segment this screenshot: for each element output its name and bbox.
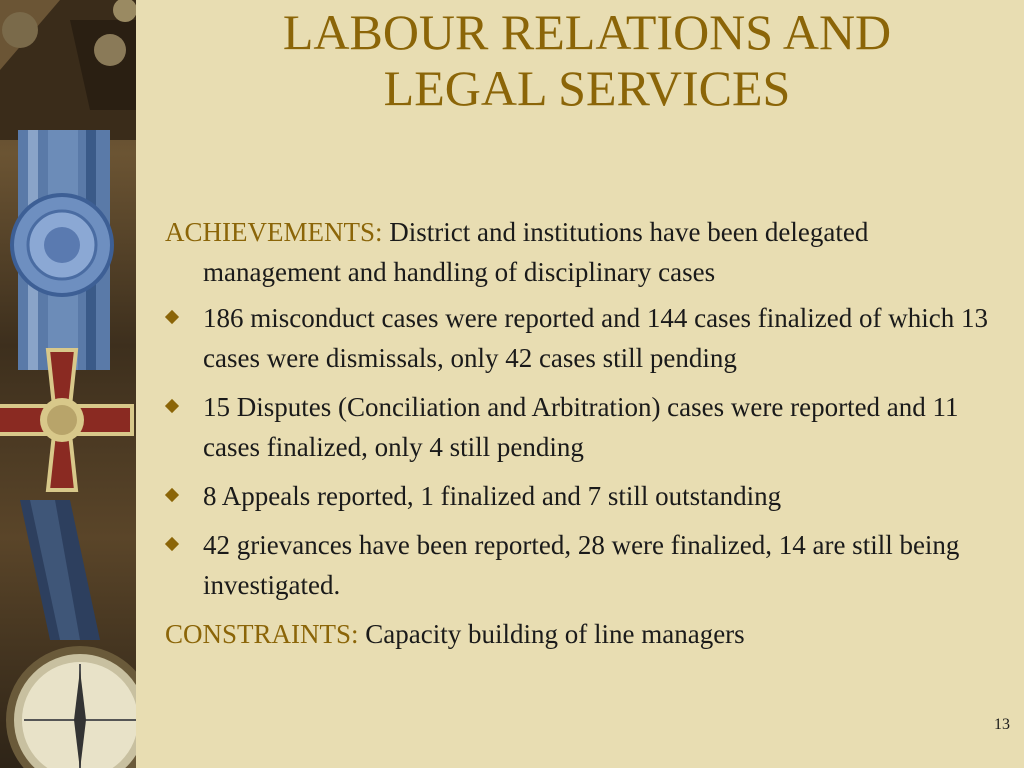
constraints-paragraph	[165, 614, 1005, 654]
diamond-bullet-icon	[165, 310, 179, 324]
list-item-text: 8 Appeals reported, 1 finalized and 7 still outstanding	[203, 481, 782, 511]
list-item	[165, 525, 1005, 605]
achievements-label: ACHIEVEMENTS:	[165, 217, 383, 247]
list-item-text: 15 Disputes (Conciliation and Arbitration) cases were reported and 11 cases finalized, only 4 still pending	[203, 392, 959, 462]
constraints-text: Capacity building of line managers	[358, 619, 745, 649]
decorative-medal-strip	[0, 0, 136, 768]
slide-title-line-2: LEGAL SERVICES	[383, 60, 791, 116]
diamond-bullet-icon	[165, 537, 179, 551]
constraints-label: CONSTRAINTS:	[165, 619, 359, 649]
list-item	[165, 387, 1005, 467]
slide-content	[165, 212, 1005, 660]
achievements-text: District and institutions have been delegated management and handling of disciplinary cases	[203, 217, 869, 287]
achievements-paragraph	[165, 212, 1005, 292]
list-item	[165, 476, 1005, 516]
diamond-bullet-icon	[165, 488, 179, 502]
slide-title	[150, 4, 1024, 116]
slide-title-line-1: LABOUR RELATIONS AND	[282, 4, 892, 60]
list-item-text: 42 grievances have been reported, 28 were finalized, 14 are still being investigated.	[203, 530, 960, 600]
list-item	[165, 298, 1005, 378]
page-number: 13	[994, 716, 1010, 733]
list-item-text: 186 misconduct cases were reported and 144 cases finalized of which 13 cases were dismissals, only 42 cases still pending	[203, 303, 988, 373]
diamond-bullet-icon	[165, 399, 179, 413]
medal-compass-illustration	[0, 0, 136, 768]
achievements-bullet-list	[165, 298, 1005, 605]
